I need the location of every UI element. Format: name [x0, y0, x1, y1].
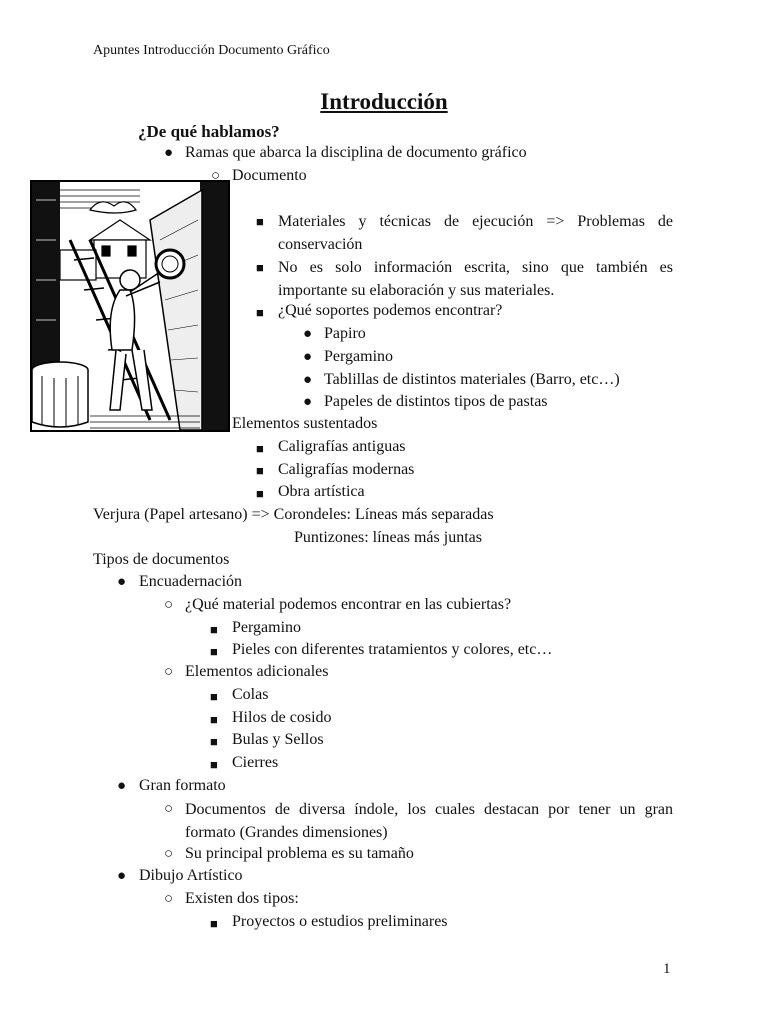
bullet-circle: ○	[211, 416, 221, 432]
list-item-gran-formato: Gran formato	[139, 777, 226, 794]
list-item-colas: Colas	[232, 686, 269, 703]
list-item-materiales-tecnicas: Materiales y técnicas de ejecución => Problemas de conservación	[278, 213, 673, 253]
bullet-square: ■	[256, 463, 264, 478]
bullet-disc: ●	[164, 145, 174, 161]
bullet-disc: ●	[117, 868, 127, 884]
list-item-documento: Documento	[232, 167, 307, 184]
bullet-circle: ○	[164, 664, 174, 680]
page-title: Introducción	[320, 89, 448, 114]
bullet-square: ■	[256, 214, 264, 229]
bullet-square: ■	[210, 734, 218, 749]
list-item-caligrafias-modernas: Caligrafías modernas	[278, 461, 415, 478]
bullet-disc: ●	[303, 372, 313, 388]
list-item-bulas: Bulas y Sellos	[232, 731, 324, 748]
list-item-proyectos: Proyectos o estudios preliminares	[232, 913, 448, 930]
list-item-existen-dos-tipos: Existen dos tipos:	[185, 890, 299, 907]
list-item-dibujo-artistico: Dibujo Artístico	[139, 867, 243, 884]
bullet-square: ■	[210, 689, 218, 704]
list-item-tamano: Su principal problema es su tamaño	[185, 845, 414, 862]
list-item-caligrafias-antiguas: Caligrafías antiguas	[278, 438, 406, 455]
bullet-disc: ●	[303, 326, 313, 342]
bullet-circle: ○	[164, 891, 174, 907]
list-item-cubierta-pergamino: Pergamino	[232, 619, 302, 636]
bullet-circle: ○	[164, 846, 174, 862]
list-item-soportes-question: ¿Qué soportes podemos encontrar?	[278, 302, 503, 319]
running-header: Apuntes Introducción Documento Gráfico	[93, 43, 330, 58]
list-item-obra-artistica: Obra artística	[278, 483, 365, 500]
list-item-papeles: Papeles de distintos tipos de pastas	[324, 393, 548, 410]
list-item-pieles: Pieles con diferentes tratamientos y colores, etc…	[232, 641, 553, 658]
bullet-circle: ○	[164, 801, 174, 817]
list-item-hilos: Hilos de cosido	[232, 709, 332, 726]
list-item-tablillas: Tablillas de distintos materiales (Barro, etc…)	[324, 371, 620, 388]
bullet-square: ■	[256, 441, 264, 456]
list-item-informacion-escrita: No es solo información escrita, sino que también es importante su elaboración y sus materiales.	[278, 259, 673, 299]
bullet-square: ■	[256, 486, 264, 501]
bullet-disc: ●	[303, 349, 313, 365]
bullet-disc: ●	[117, 778, 127, 794]
verjura-line: Verjura (Papel artesano) => Corondeles: Líneas más separadas	[93, 506, 494, 523]
list-item-pergamino: Pergamino	[324, 348, 394, 365]
list-item-cubiertas-question: ¿Qué material podemos encontrar en las cubiertas?	[185, 596, 512, 613]
bullet-square: ■	[210, 622, 218, 637]
list-item-papiro: Papiro	[324, 325, 366, 342]
bullet-square: ■	[210, 916, 218, 931]
bullet-square: ■	[210, 712, 218, 727]
list-item-elementos-adicionales: Elementos adicionales	[185, 663, 329, 680]
page-number: 1	[663, 961, 671, 977]
section-subtitle: ¿De qué hablamos?	[138, 122, 280, 141]
bullet-disc: ●	[303, 394, 313, 410]
bullet-square: ■	[256, 305, 264, 320]
bullet-circle: ○	[211, 168, 221, 184]
list-item-ramas: Ramas que abarca la disciplina de documento gráfico	[185, 144, 527, 161]
bullet-square: ■	[256, 260, 264, 275]
list-item-diversa-indole: Documentos de diversa índole, los cuales destacan por tener un gran formato (Grandes dimensiones)	[185, 801, 673, 841]
puntizones-line: Puntizones: líneas más juntas	[294, 529, 482, 546]
list-item-elementos-sustentados: Elementos sustentados	[232, 415, 378, 432]
bullet-disc: ●	[117, 574, 127, 590]
list-item-encuadernacion: Encuadernación	[139, 573, 243, 590]
tipos-heading: Tipos de documentos	[93, 551, 230, 568]
bullet-circle: ○	[164, 597, 174, 613]
bullet-square: ■	[210, 644, 218, 659]
list-item-cierres: Cierres	[232, 754, 279, 771]
papermaker-woodcut-image	[30, 180, 230, 432]
bullet-square: ■	[210, 757, 218, 772]
